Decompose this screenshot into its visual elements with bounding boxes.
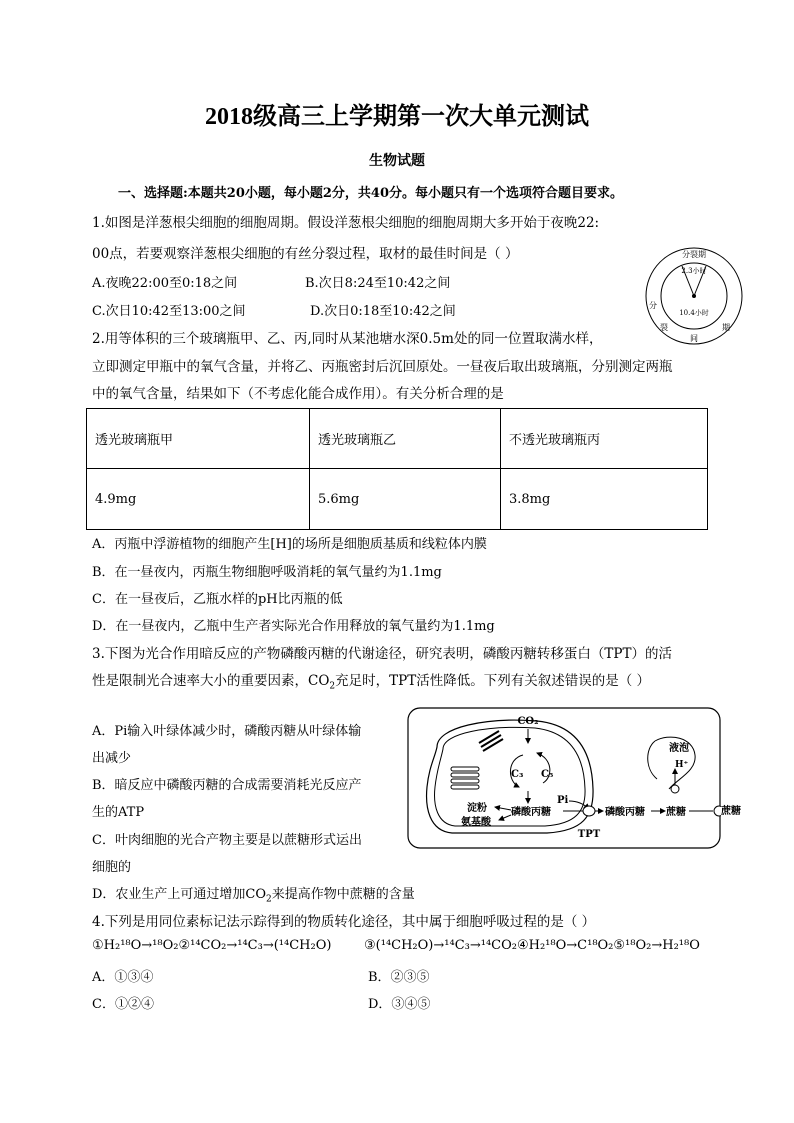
q1-option-d: D.次日0:18至10:42之间: [310, 304, 456, 319]
q2-option-d: D．在一昼夜内，乙瓶中生产者实际光合作用释放的氧气量约为1.1mg: [92, 619, 495, 634]
table-value-row: [87, 469, 708, 530]
q3-stem-line2: [92, 669, 650, 692]
q3-option-d-part1: D．农业生产上可通过增加CO: [92, 887, 267, 902]
starch-label: 淀粉: [467, 803, 487, 814]
h-plus-label: H⁺: [675, 760, 689, 770]
section-heading: 一、选择题:本题共20小题，每小题2分，共40分。每小题只有一个选项符合题目要求。: [118, 186, 624, 201]
triose-phosphate-label-2: 磷酸丙糖: [605, 807, 645, 818]
q4-paths-right: ③(¹⁴CH₂O)→¹⁴C₃→¹⁴CO₂④H₂¹⁸O→C¹⁸O₂⑤¹⁸O₂→H₂¹⁸O: [364, 938, 700, 953]
q3-option-d-part2: 来提高作物中蔗糖的含量: [271, 887, 415, 902]
cell-cycle-figure: [641, 246, 751, 346]
vacuole-membrane-left: [648, 741, 657, 779]
sucrose-label-1: 蔗糖: [666, 807, 686, 818]
ring-char-1: 分: [649, 301, 657, 310]
triose-phosphate-label-1: 磷酸丙糖: [511, 807, 551, 818]
division-time-label: 2.3小时: [681, 267, 707, 275]
page-title: 2018级高三上学期第一次大单元测试: [205, 104, 589, 130]
q1-stem-line2: 00点，若要观察洋葱根尖细胞的有丝分裂过程，取材的最佳时间是（ ）: [92, 246, 519, 262]
q3-option-d-sub: 2: [266, 894, 272, 905]
sucrose-export-label: [721, 802, 741, 817]
ring-char-4: 期: [722, 323, 730, 332]
q1-stem-line1: 1.如图是洋葱根尖细胞的细胞周期。假设洋葱根尖细胞的细胞周期大多开始于夜晚22:: [92, 215, 600, 231]
vacuole-label: 液泡: [669, 743, 689, 754]
q2-option-b: B．在一昼夜内，丙瓶生物细胞呼吸消耗的氧气量约为1.1mg: [92, 565, 442, 580]
ring-char-3: 间: [690, 334, 698, 343]
oxygen-table: [86, 408, 708, 530]
q3-option-c-line2: 细胞的: [92, 860, 132, 875]
q1-option-a: A.夜晚22:00至0:18之间: [92, 276, 238, 291]
tp-to-amino-arrow: [499, 815, 511, 820]
q4-stem: 4.下列是用同位素标记法示踪得到的物质转化途径，其中属于细胞呼吸过程的是（ ）: [92, 914, 596, 930]
co2-label: CO₂: [517, 716, 539, 727]
tpt-transporter: [583, 806, 595, 816]
table-header-row: [87, 409, 708, 469]
q1-option-b: B.次日8:24至10:42之间: [305, 276, 451, 291]
sucrose-label-2: 蔗糖: [721, 806, 741, 817]
q3-option-b-line2: 生的ATP: [92, 805, 145, 820]
table-header-bing: 不透光玻璃瓶丙: [501, 409, 708, 469]
q3-stem-line1: 3.下图为光合作用暗反应的产物磷酸丙糖的代谢途径，研究表明，磷酸丙糖转移蛋白（TPT）的活: [92, 646, 672, 662]
q3-option-c-line1: C．叶肉细胞的光合产物主要是以蔗糖形式运出: [92, 833, 362, 848]
q4-option-c: C．①②④: [92, 997, 154, 1012]
q4-option-a: A．①③④: [92, 970, 154, 985]
q1-option-c: C.次日10:42至13:00之间: [92, 304, 246, 319]
q2-option-c: C．在一昼夜后，乙瓶水样的pH比丙瓶的低: [92, 592, 343, 607]
cycle-center-dot: [692, 294, 696, 298]
c5-label: C₅: [541, 769, 554, 780]
q3-stem-line2-sub: 2: [329, 681, 336, 692]
interphase-time-label: 10.4小时: [679, 309, 709, 317]
division-phase-label: 分裂期: [682, 250, 706, 259]
tpt-label: TPT: [577, 829, 601, 840]
c3-label: C₃: [511, 769, 524, 780]
table-value-jia: 4.9mg: [87, 469, 310, 530]
vacuole-transporter: [671, 785, 679, 793]
table-value-bing: 3.8mg: [501, 469, 708, 530]
q2-stem-line2: 立即测定甲瓶中的氧气含量，并将乙、丙瓶密封后沉回原处。一昼夜后取出玻璃瓶，分别测定两瓶: [92, 359, 673, 375]
table-value-yi: 5.6mg: [310, 469, 501, 530]
table-header-yi: 透光玻璃瓶乙: [310, 409, 501, 469]
q4-option-d: D．③④⑤: [368, 997, 431, 1012]
membrane-transporter: [714, 806, 721, 816]
amino-acid-label: 氨基酸: [461, 817, 491, 828]
q3-option-a-line2: 出减少: [92, 751, 132, 766]
q3-option-a-line1: A．Pi输入叶绿体减少时，磷酸丙糖从叶绿体输: [92, 724, 362, 739]
q3-stem-line2-part1: 性是限制光合速率大小的重要因素，CO: [92, 673, 330, 689]
tp-to-starch-arrow: [495, 807, 511, 810]
ring-char-2: 裂: [660, 323, 668, 332]
q2-stem-line3: 中的氧气含量，结果如下（不考虑化能合成作用）。有关分析合理的是: [92, 386, 504, 402]
q3-option-d: [92, 883, 415, 905]
q2-option-a: A．丙瓶中浮游植物的细胞产生[H]的场所是细胞质基质和线粒体内膜: [92, 537, 487, 552]
thylakoid-stack-1: [479, 731, 503, 751]
q4-paths-left: ①H₂¹⁸O→¹⁸O₂②¹⁴CO₂→¹⁴C₃→(¹⁴CH₂O): [92, 938, 332, 953]
q2-stem-line1: 2.用等体积的三个玻璃瓶甲、乙、丙,同时从某池塘水深0.5m处的同一位置取满水样，: [92, 331, 603, 347]
page-subtitle: 生物试题: [369, 153, 425, 169]
tpt-pathway-figure: [407, 707, 721, 849]
pi-label: Pi: [557, 795, 569, 806]
table-header-jia: 透光玻璃瓶甲: [87, 409, 310, 469]
q4-option-b: B．②③⑤: [368, 970, 430, 985]
thylakoid-stack-2: [451, 767, 479, 789]
q3-option-b-line1: B．暗反应中磷酸丙糖的合成需要消耗光反应产: [92, 778, 362, 793]
q3-stem-line2-part2: 充足时，TPT活性降低。下列有关叙述错误的是（ ）: [335, 673, 651, 689]
